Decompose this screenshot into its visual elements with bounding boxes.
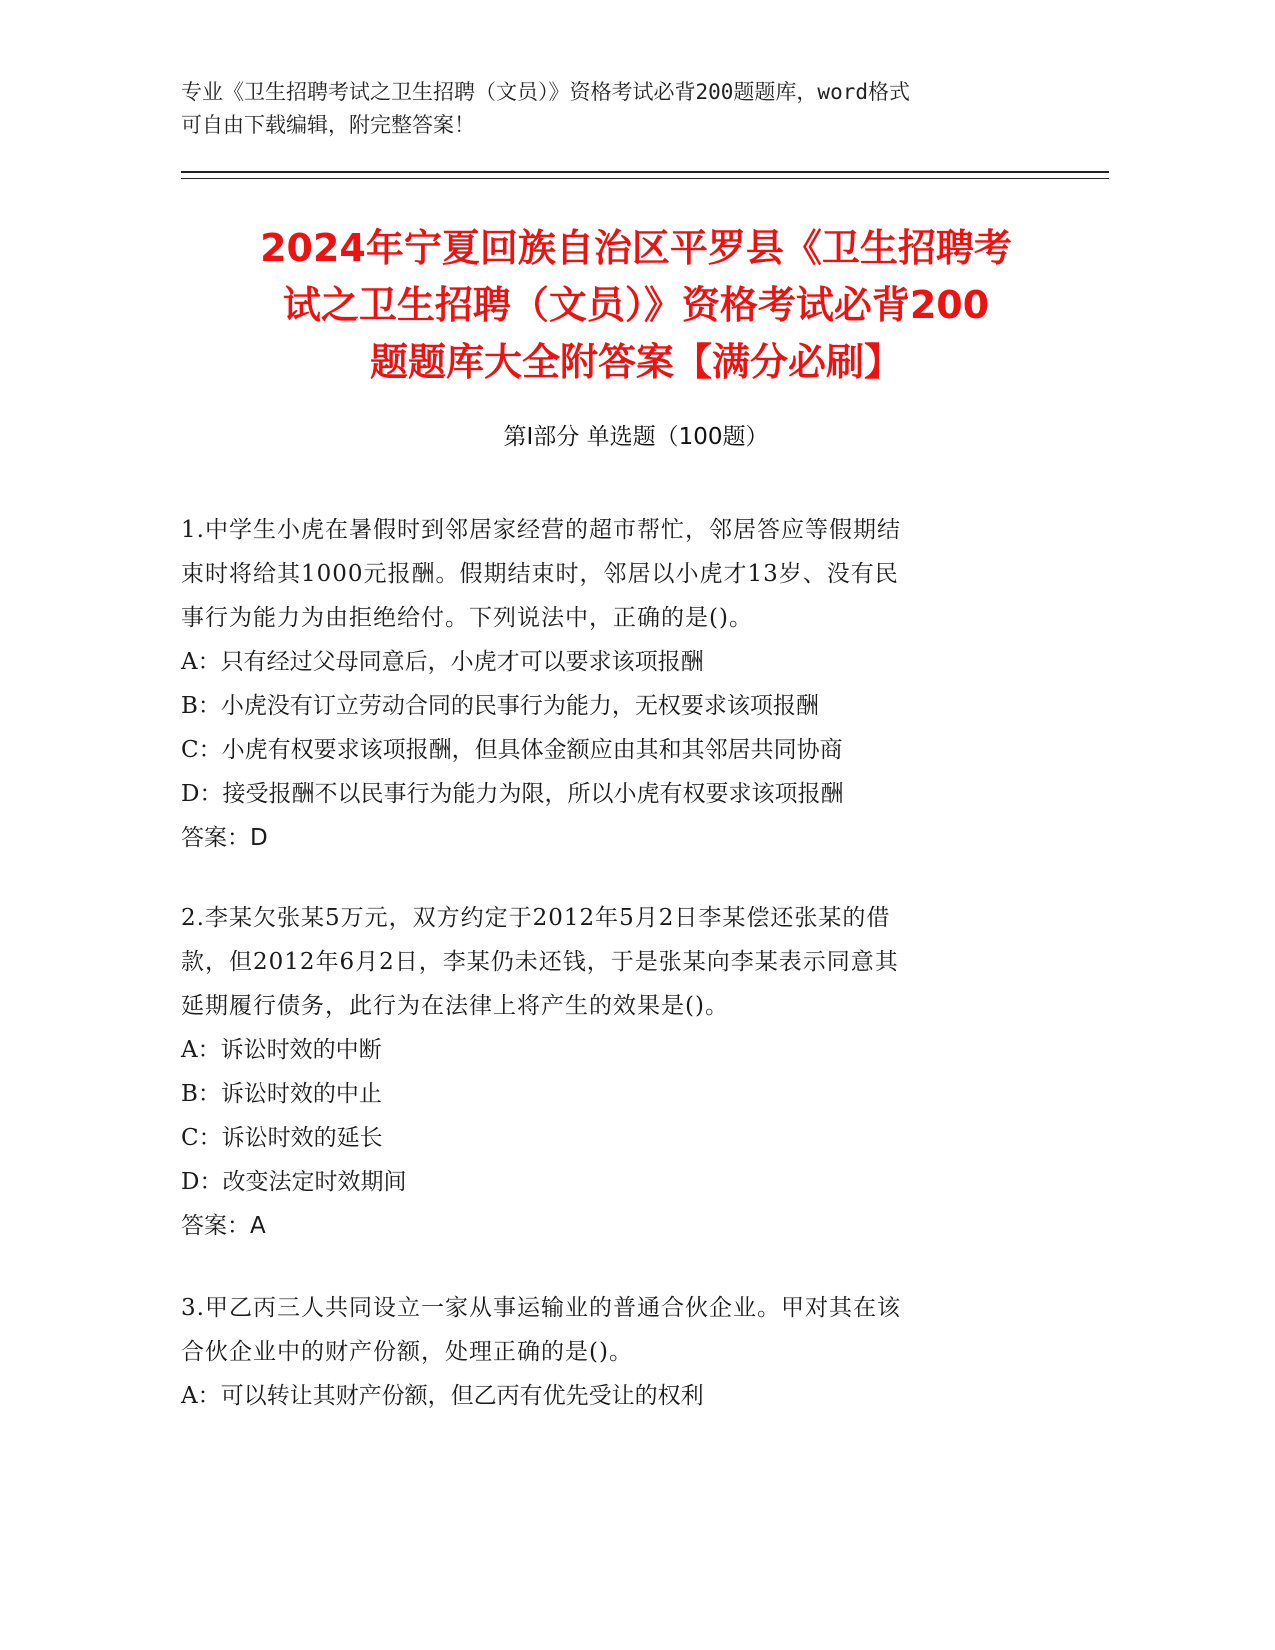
question-block bbox=[181, 508, 1041, 860]
question-stem-line: 1.中学生小虎在暑假时到邻居家经营的超市帮忙，邻居答应等假期结 bbox=[181, 517, 901, 543]
option-c: C：小虎有权要求该项报酬，但具体金额应由其和其邻居共同协商 bbox=[181, 737, 843, 763]
option-b: B：小虎没有订立劳动合同的民事行为能力，无权要求该项报酬 bbox=[181, 693, 819, 719]
header-note bbox=[181, 76, 1081, 142]
question-stem-line: 2.李某欠张某5万元，双方约定于2012年5月2日李某偿还张某的借 bbox=[181, 905, 891, 931]
option-a: A：只有经过父母同意后，小虎才可以要求该项报酬 bbox=[181, 649, 704, 675]
option-b: B：诉讼时效的中止 bbox=[181, 1081, 382, 1107]
answer-line: 答案：D bbox=[181, 825, 268, 851]
title-line: 题题库大全附答案【满分必刷】 bbox=[369, 340, 902, 384]
question-block bbox=[181, 1286, 1041, 1418]
title-line: 试之卫生招聘（文员）》资格考试必背200 bbox=[282, 283, 990, 327]
option-d: D：接受报酬不以民事行为能力为限，所以小虎有权要求该项报酬 bbox=[181, 781, 844, 807]
question-stem-line: 3.甲乙丙三人共同设立一家从事运输业的普通合伙企业。甲对其在该 bbox=[181, 1295, 901, 1321]
header-note-line: 专业《卫生招聘考试之卫生招聘（文员）》资格考试必背200题题库，word格式 bbox=[181, 80, 910, 104]
title-line: 2024年宁夏回族自治区平罗县《卫生招聘考 bbox=[260, 226, 1012, 270]
header-note-line: 可自由下载编辑，附完整答案！ bbox=[181, 113, 475, 137]
question-stem-line: 合伙企业中的财产份额，处理正确的是()。 bbox=[181, 1339, 633, 1365]
question-stem-line: 束时将给其1000元报酬。假期结束时，邻居以小虎才13岁、没有民 bbox=[181, 561, 899, 587]
document-title bbox=[181, 220, 1091, 391]
answer-line: 答案：A bbox=[181, 1213, 266, 1239]
question-stem-line: 款，但2012年6月2日，李某仍未还钱，于是张某向李某表示同意其 bbox=[181, 949, 899, 975]
option-c: C：诉讼时效的延长 bbox=[181, 1125, 383, 1151]
header-divider-thin bbox=[181, 178, 1109, 179]
question-block bbox=[181, 896, 1041, 1248]
option-a: A：诉讼时效的中断 bbox=[181, 1037, 382, 1063]
question-stem-line: 延期履行债务，此行为在法律上将产生的效果是()。 bbox=[181, 993, 729, 1019]
option-a: A：可以转让其财产份额，但乙丙有优先受让的权利 bbox=[181, 1383, 704, 1409]
section-heading: 第Ⅰ部分 单选题（100题） bbox=[503, 424, 769, 450]
header-divider bbox=[181, 171, 1109, 173]
question-stem-line: 事行为能力为由拒绝给付。下列说法中，正确的是()。 bbox=[181, 605, 753, 631]
option-d: D：改变法定时效期间 bbox=[181, 1169, 407, 1195]
